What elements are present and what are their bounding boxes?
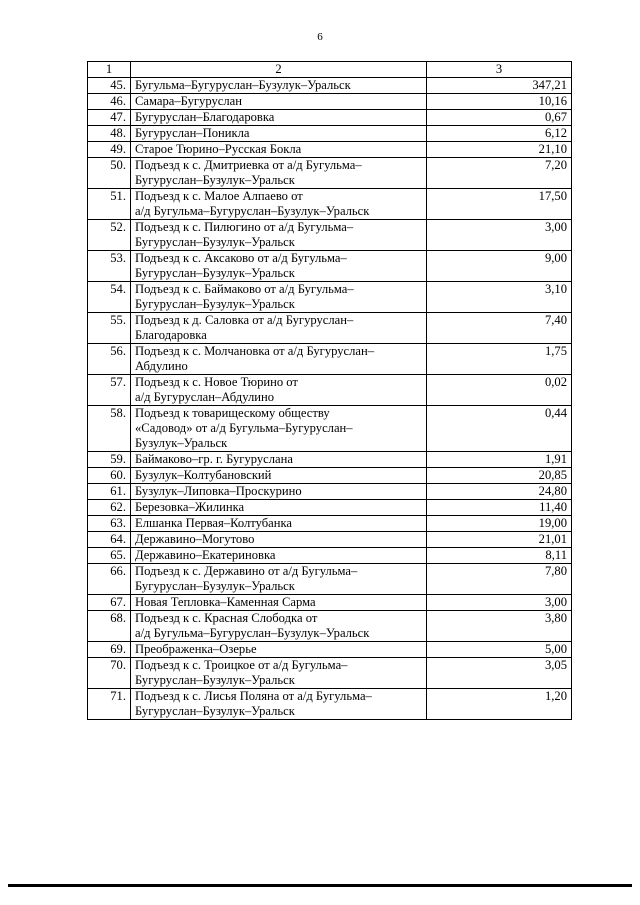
road-length: 7,40	[427, 313, 572, 344]
table-row	[88, 189, 572, 220]
table-row	[88, 282, 572, 313]
row-number: 47.	[88, 110, 131, 126]
row-number: 57.	[88, 375, 131, 406]
road-name: Подъезд к с. Троицкое от а/д Бугульма– Бугуруслан–Бузулук–Уральск	[131, 658, 427, 689]
table-row	[88, 595, 572, 611]
table-row	[88, 658, 572, 689]
row-number: 52.	[88, 220, 131, 251]
road-length: 9,00	[427, 251, 572, 282]
road-length: 3,10	[427, 282, 572, 313]
page-number: 6	[317, 31, 323, 43]
table-row	[88, 452, 572, 468]
road-name: Державино–Екатериновка	[131, 548, 427, 564]
table-row	[88, 468, 572, 484]
table-header-row	[88, 62, 572, 78]
road-name: Подъезд к с. Красная Слободка от а/д Бугульма–Бугуруслан–Бузулук–Уральск	[131, 611, 427, 642]
road-name: Подъезд к с. Пилюгино от а/д Бугульма– Бугуруслан–Бузулук–Уральск	[131, 220, 427, 251]
road-name: Подъезд к д. Саловка от а/д Бугуруслан– Благодаровка	[131, 313, 427, 344]
road-name: Бугуруслан–Благодаровка	[131, 110, 427, 126]
row-number: 68.	[88, 611, 131, 642]
road-length: 8,11	[427, 548, 572, 564]
row-number: 49.	[88, 142, 131, 158]
road-name: Бугульма–Бугуруслан–Бузулук–Уральск	[131, 78, 427, 94]
road-name: Бугуруслан–Поникла	[131, 126, 427, 142]
roads-table-body	[88, 62, 572, 720]
header-col-1: 1	[88, 62, 131, 78]
table-row	[88, 689, 572, 720]
row-number: 69.	[88, 642, 131, 658]
table-row	[88, 516, 572, 532]
road-name: Старое Тюрино–Русская Бокла	[131, 142, 427, 158]
road-length: 20,85	[427, 468, 572, 484]
road-length: 5,00	[427, 642, 572, 658]
road-length: 1,20	[427, 689, 572, 720]
table-row	[88, 406, 572, 452]
road-name: Подъезд к с. Баймаково от а/д Бугульма– Бугуруслан–Бузулук–Уральск	[131, 282, 427, 313]
row-number: 51.	[88, 189, 131, 220]
road-name: Подъезд к с. Державино от а/д Бугульма– Бугуруслан–Бузулук–Уральск	[131, 564, 427, 595]
road-length: 3,00	[427, 220, 572, 251]
road-length: 7,20	[427, 158, 572, 189]
row-number: 65.	[88, 548, 131, 564]
bottom-rule	[8, 884, 632, 887]
header-col-2: 2	[131, 62, 427, 78]
road-length: 347,21	[427, 78, 572, 94]
table-row	[88, 500, 572, 516]
table-row	[88, 158, 572, 189]
row-number: 50.	[88, 158, 131, 189]
row-number: 58.	[88, 406, 131, 452]
road-length: 0,02	[427, 375, 572, 406]
road-name: Баймаково–гр. г. Бугуруслана	[131, 452, 427, 468]
table-row	[88, 611, 572, 642]
table-row	[88, 313, 572, 344]
row-number: 59.	[88, 452, 131, 468]
road-length: 21,01	[427, 532, 572, 548]
row-number: 67.	[88, 595, 131, 611]
road-name: Подъезд к с. Новое Тюрино от а/д Бугуруслан–Абдулино	[131, 375, 427, 406]
road-length: 10,16	[427, 94, 572, 110]
road-length: 7,80	[427, 564, 572, 595]
road-name: Державино–Могутово	[131, 532, 427, 548]
table-row	[88, 548, 572, 564]
row-number: 56.	[88, 344, 131, 375]
table-row	[88, 220, 572, 251]
road-length: 0,67	[427, 110, 572, 126]
row-number: 64.	[88, 532, 131, 548]
road-length: 17,50	[427, 189, 572, 220]
row-number: 54.	[88, 282, 131, 313]
row-number: 46.	[88, 94, 131, 110]
header-col-3: 3	[427, 62, 572, 78]
table-row	[88, 375, 572, 406]
table-row	[88, 94, 572, 110]
table-row	[88, 484, 572, 500]
road-length: 6,12	[427, 126, 572, 142]
row-number: 55.	[88, 313, 131, 344]
road-name: Подъезд к с. Малое Алпаево от а/д Бугульма–Бугуруслан–Бузулук–Уральск	[131, 189, 427, 220]
row-number: 63.	[88, 516, 131, 532]
road-length: 1,91	[427, 452, 572, 468]
road-name: Бузулук–Липовка–Проскурино	[131, 484, 427, 500]
road-length: 24,80	[427, 484, 572, 500]
row-number: 48.	[88, 126, 131, 142]
road-name: Подъезд к с. Лисья Поляна от а/д Бугульма– Бугуруслан–Бузулук–Уральск	[131, 689, 427, 720]
road-length: 1,75	[427, 344, 572, 375]
road-name: Березовка–Жилинка	[131, 500, 427, 516]
road-length: 0,44	[427, 406, 572, 452]
road-name: Преображенка–Озерье	[131, 642, 427, 658]
roads-table	[87, 61, 572, 720]
table-row	[88, 642, 572, 658]
road-length: 3,80	[427, 611, 572, 642]
table-row	[88, 564, 572, 595]
row-number: 66.	[88, 564, 131, 595]
table-row	[88, 110, 572, 126]
road-length: 19,00	[427, 516, 572, 532]
road-length: 21,10	[427, 142, 572, 158]
road-name: Подъезд к с. Дмитриевка от а/д Бугульма– Бугуруслан–Бузулук–Уральск	[131, 158, 427, 189]
road-length: 11,40	[427, 500, 572, 516]
row-number: 45.	[88, 78, 131, 94]
row-number: 61.	[88, 484, 131, 500]
table-row	[88, 78, 572, 94]
road-name: Подъезд к с. Аксаково от а/д Бугульма– Бугуруслан–Бузулук–Уральск	[131, 251, 427, 282]
row-number: 60.	[88, 468, 131, 484]
road-name: Новая Тепловка–Каменная Сарма	[131, 595, 427, 611]
table-row	[88, 251, 572, 282]
row-number: 53.	[88, 251, 131, 282]
table-row	[88, 532, 572, 548]
row-number: 70.	[88, 658, 131, 689]
table-row	[88, 126, 572, 142]
road-length: 3,00	[427, 595, 572, 611]
table-row	[88, 344, 572, 375]
table-row	[88, 142, 572, 158]
row-number: 62.	[88, 500, 131, 516]
road-name: Елшанка Первая–Колтубанка	[131, 516, 427, 532]
row-number: 71.	[88, 689, 131, 720]
road-name: Самара–Бугуруслан	[131, 94, 427, 110]
road-name: Подъезд к товарищескому обществу «Садовод» от а/д Бугульма–Бугуруслан– Бузулук–Уральск	[131, 406, 427, 452]
road-name: Бузулук–Колтубановский	[131, 468, 427, 484]
road-name: Подъезд к с. Молчановка от а/д Бугуруслан– Абдулино	[131, 344, 427, 375]
road-length: 3,05	[427, 658, 572, 689]
